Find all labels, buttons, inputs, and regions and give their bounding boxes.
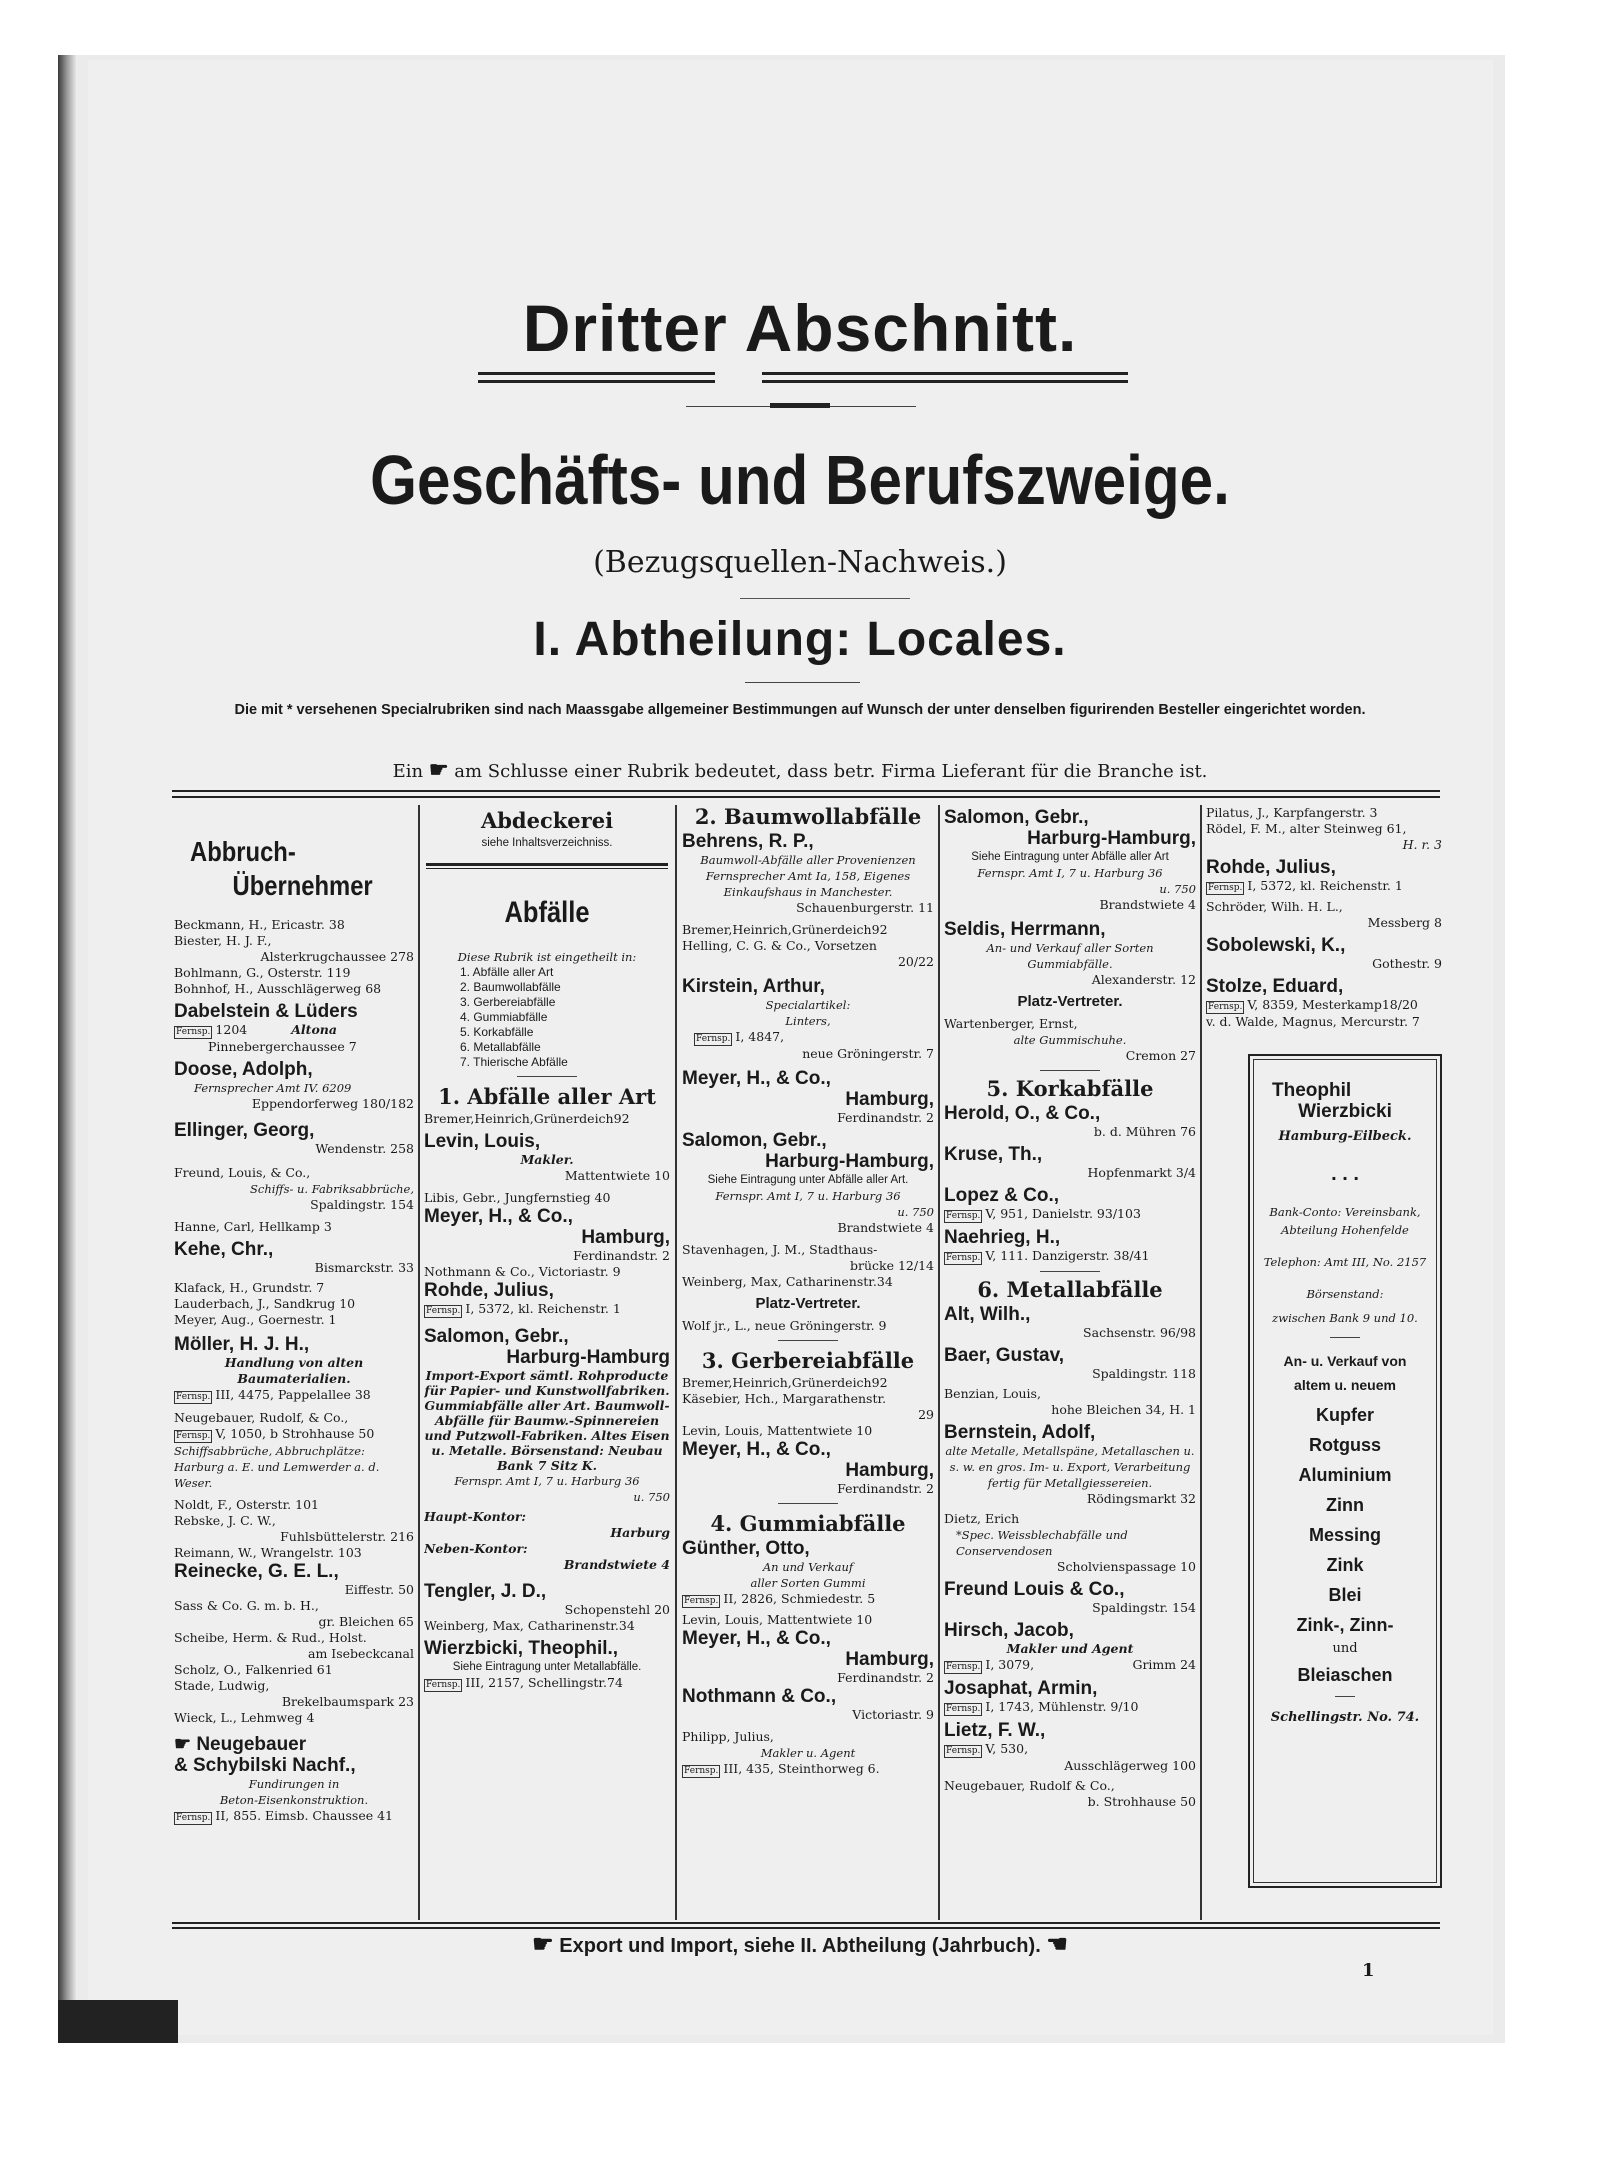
category-gerbereiabfaelle: 3. Gerbereiabfälle — [701, 1348, 915, 1373]
firm-name: Nothmann & Co., — [682, 1686, 837, 1707]
firm-name: Alt, Wilh., — [944, 1304, 1031, 1325]
category-metallabfaelle: 6. Metallabfälle — [977, 1277, 1163, 1302]
metal-item: Aluminium — [1298, 1465, 1392, 1485]
title-underline-right-2 — [762, 380, 1128, 383]
firm-name: Dabelstein & Lüders — [174, 1001, 358, 1022]
advert-address: Schellingstr. No. 74. — [1270, 1710, 1420, 1725]
title-underline-left-2 — [478, 380, 715, 383]
metal-item: Zink-, Zinn- — [1296, 1615, 1394, 1635]
subdivision-item: 4. Gummiabfälle — [460, 1010, 548, 1024]
firm-name: Baer, Gustav, — [944, 1345, 1065, 1366]
advert-bank: Bank-Conto: Vereinsbank, Abteilung Hohenfelde — [1269, 1205, 1421, 1237]
metals-list — [1250, 1406, 1440, 1634]
firm-name: ☛ Neugebauer — [174, 1734, 307, 1755]
ornament-center — [770, 403, 830, 408]
metal-item: Blei — [1328, 1585, 1362, 1605]
advert-box-wierzbicki: Theophil Wierzbicki Hamburg-Eilbeck. . . . Bank-Conto: Vereinsbank, Abteilung Hohenfelde Telephon: Amt III, No. 2157 Börsenstand: zwischen Bank 9 und 10. An- u. Verkauf von altem u. neuem Kupfer Rotguss Aluminium Zinn Messing Zink Blei Zink-, Zinn- und Bleiaschen Schellingstr. No. 74. — [1248, 1054, 1442, 1888]
column-2: Abdeckerei siehe Inhaltsverzeichniss. Abfälle Diese Rubrik ist eingetheilt in: 1. Abfälle aller Art 2. Baumwollabfälle 3. Gerbereiabfälle 4. Gummiabfälle 5. Korkabfälle 6. Metallabfälle 7. Thierische Abfälle 1. Abfälle aller Art Bremer,Heinrich,Grünerdeich92 Levin, Louis, Makler. Mattentwiete 10 Libis, Gebr., Jungfernstieg 40 Meyer, H., & Co., Hamburg, Ferdinandstr. 2 Nothmann & Co., Victoriastr. 9 Rohde, Julius, Fernsp. I, 5372, kl. Reichenstr. 1 Salomon, Gebr., Harburg-Hamburg Import-Export sämtl. Rohproducte für Papier- und Kunstwollfabriken. Gummiabfälle aller Art. Baumwoll-Abfälle für Baumw.-Spinnereien und Putzwoll-Fabriken. Altes Eisen u. Metalle. Börsenstand: Neubau Bank 7 Sitz K. Fernspr. Amt I, 7 u. Harburg 36 u. 750 Haupt-Kontor: Harburg Neben-Kontor: Brandstwiete 4 Tengler, J. D., Schopenstehl 20 Weinberg, Max, Catharinenstr.34 Wierzbicki, Theophil., Siehe Eintragung unter Metallabfälle. Fernsp. III, 2157, Schellingstr.74 — [424, 808, 670, 1690]
table-top-rule-2 — [172, 796, 1440, 798]
subdivision-item: 5. Korkabfälle — [460, 1025, 534, 1039]
legend-line — [0, 757, 1600, 783]
subdivision-item: 1. Abfälle aller Art — [460, 965, 554, 979]
advert-place: Hamburg-Eilbeck. — [1278, 1129, 1412, 1144]
firm-name: Ellinger, Georg, — [174, 1120, 315, 1141]
pointing-hand-icon: ☛ — [532, 1931, 554, 1958]
firm-name: Salomon, Gebr., — [424, 1326, 569, 1347]
footer-note — [0, 1930, 1600, 1959]
column-divider-1 — [418, 805, 420, 1920]
firm-name: Naehrieg, H., — [944, 1227, 1061, 1248]
advert-name-1: Theophil — [1272, 1080, 1352, 1101]
section-title: Dritter Abschnitt. — [522, 291, 1078, 365]
firm-name: Kirstein, Arthur, — [682, 976, 825, 997]
metal-item: Rotguss — [1309, 1435, 1381, 1455]
category-korkabfaelle: 5. Korkabfälle — [986, 1076, 1154, 1101]
column-4: Salomon, Gebr., Harburg-Hamburg, Siehe Eintragung unter Abfälle aller Art Fernspr. Amt I, 7 u. Harburg 36 u. 750 Brandstwiete 4 Seldis, Herrmann, An- und Verkauf aller Sorten Gummiabfälle. Alexanderstr. 12 Platz-Vertreter. Wartenberger, Ernst, alte Gummischuhe. Cremon 27 5. Korkabfälle Herold, O., & Co., b. d. Mühren 76 Kruse, Th., Hopfenmarkt 3/4 Lopez & Co., Fernsp. V, 951, Danielstr. 93/103 Naehrieg, H., Fernsp. V, 111. Danzigerstr. 38/41 6. Metallabfälle Alt, Wilh., Sachsenstr. 96/98 Baer, Gustav, Spaldingstr. 118 Benzian, Louis, hohe Bleichen 34, H. 1 Bernstein, Adolf, alte Metalle, Metallspäne, Metallaschen u. s. w. en gros. Im- u. Export, Verarbeitung fertig für Metallgiessereien. Rödingsmarkt 32 Dietz, Erich *Spec. Weissblechabfälle und Conservendosen Scholvienspassage 10 Freund Louis & Co., Spaldingstr. 154 Hirsch, Jacob, Makler und Agent Fernsp. I, 3079, Grimm 24 Josaphat, Armin, Fernsp. I, 1743, Mühlenstr. 9/10 Lietz, F. W., Fernsp. V, 530, Ausschlägerweg 100 Neugebauer, Rudolf & Co., b. Strohhause 50 — [944, 807, 1196, 1809]
pointing-hand-left-icon: ☚ — [1046, 1931, 1068, 1958]
category-abbruch: Abbruch- Übernehmer — [190, 836, 373, 901]
firm-name: Günther, Otto, — [682, 1538, 810, 1559]
main-title: Geschäfts- und Berufszweige. — [370, 441, 1230, 519]
firm-name: Bernstein, Adolf, — [944, 1422, 1096, 1443]
column-3: 2. Baumwollabfälle Behrens, R. P., Baumwoll-Abfälle aller Provenienzen Fernsprecher Amt Ia, 158, Eigenes Einkaufshaus in Manchester. Schauenburgerstr. 11 Bremer,Heinrich,Grünerdeich92 Helling, C. G. & Co., Vorsetzen 20/22 Kirstein, Arthur, Specialartikel: Linters, Fernsp. I, 4847, neue Gröningerstr. 7 Meyer, H., & Co., Hamburg, Ferdinandstr. 2 Salomon, Gebr., Harburg-Hamburg, Siehe Eintragung unter Abfälle aller Art. Fernspr. Amt I, 7 u. Harburg 36 u. 750 Brandstwiete 4 Stavenhagen, J. M., Stadthaus- brücke 12/14 Weinberg, Max, Catharinenstr.34 Platz-Vertreter. Wolf jr., L., neue Gröningerstr. 9 3. Gerbereiabfälle Bremer,Heinrich,Grünerdeich92 Käsebier, Hch., Margarathenstr. 29 Levin, Louis, Mattentwiete 10 Meyer, H., & Co., Hamburg, Ferdinandstr. 2 4. Gummiabfälle Günther, Otto, An und Verkauf aller Sorten Gummi Fernsp. II, 2826, Schmiedestr. 5 Levin, Louis, Mattentwiete 10 Meyer, H., & Co., Hamburg, Ferdinandstr. 2 Nothmann & Co., Victoriastr. 9 Philipp, Julius, Makler u. Agent Fernsp. III, 435, Steinthorweg 6. — [682, 805, 934, 1776]
list-item: Bohnhof, H., Ausschlägerweg 68 — [174, 981, 382, 996]
metal-item: Messing — [1308, 1525, 1382, 1545]
title-underline-left — [478, 372, 715, 375]
column-5: Pilatus, J., Karpfangerstr. 3 Rödel, F. M., alter Steinweg 61, H. r. 3 Rohde, Julius, Fernsp. I, 5372, kl. Reichenstr. 1 Schröder, Wilh. H. L., Messberg 8 Sobolewski, K., Gothestr. 9 Stolze, Eduard, Fernsp. V, 8359, Mesterkamp18/20 v. d. Walde, Magnus, Mercurstr. 7 — [1206, 805, 1442, 1029]
firm-name: Hirsch, Jacob, — [944, 1620, 1074, 1641]
firm-name: Lopez & Co., — [944, 1185, 1060, 1206]
legend-after: am Schlusse einer Rubrik bedeutet, dass betr. Firma Lieferant für die Branche ist. — [454, 761, 1208, 782]
firm-name: Seldis, Herrmann, — [944, 919, 1106, 940]
subtitle-rule — [740, 598, 910, 599]
firm-name: Meyer, H., & Co., — [682, 1628, 831, 1649]
firm-name: Wierzbicki, Theophil., — [424, 1638, 619, 1659]
division-title: I. Abtheilung: Locales. — [533, 613, 1067, 666]
advert-telephone: Telephon: Amt III, No. 2157 — [1263, 1255, 1427, 1269]
list-item: Biester, H. J. F., — [174, 933, 272, 948]
legend-before: Ein — [392, 761, 424, 782]
category-abdeckerei: Abdeckerei — [480, 808, 614, 833]
firm-name: Levin, Louis, — [424, 1131, 541, 1152]
column-1: Abbruch- Übernehmer Beckmann, H., Ericastr. 38 Biester, H. J. F., Alsterkrugchaussee 278 Bohlmann, G., Osterstr. 119 Bohnhof, H., Ausschlägerweg 68 Dabelstein & Lüders Fernsp. 1204 Altona Pinnebergerchaussee 7 Doose, Adolph, Fernsprecher Amt IV. 6209 Eppendorferweg 180/182 Ellinger, Georg, Wendenstr. 258 Freund, Louis, & Co., Schiffs- u. Fabriksabbrüche, Spaldingstr. 154 Hanne, Carl, Hellkamp 3 Kehe, Chr., Bismarckstr. 33 Klafack, H., Grundstr. 7 Lauderbach, J., Sandkrug 10 Meyer, Aug., Goernestr. 1 Möller, H. J. H., Handlung von alten Baumaterialien. Fernsp. III, 4475, Pappelallee 38 Neugebauer, Rudolf, & Co., Fernsp. V, 1050, b Strohhause 50 Schiffsabbrüche, Abbruchplätze: Harburg a. E. und Lemwerder a. d. Weser. Noldt, F., Osterstr. 101 Rebske, J. C. W., Fuhlsbüttelerstr. 216 Reimann, W., Wrangelstr. 103 Reinecke, G. E. L., Eiffestr. 50 Sass & Co. G. m. b. H., gr. Bleichen 65 Scheibe, Herm. & Rud., Holst. am Isebeckcanal Scholz, O., Falkenried 61 Stade, Ludwig, Brekelbaumspark 23 Wieck, L., Lehmweg 4 ☛ Neugebauer & Schybilski Nachf., Fundirungen in Beton-Eisenkonstruktion. Fernsp. II, 855. Eimsb. Chaussee 41 — [174, 836, 414, 1823]
firm-name: Salomon, Gebr., — [944, 807, 1089, 828]
subdivision-list — [424, 965, 670, 1070]
category-baumwollabfaelle: 2. Baumwollabfälle — [694, 805, 922, 829]
firm-name: Salomon, Gebr., — [682, 1130, 827, 1151]
platz-vertreter-heading: Platz-Vertreter. — [1017, 993, 1123, 1010]
division-rule — [745, 682, 860, 683]
list-item: Beckmann, H., Ericastr. 38 — [174, 917, 345, 932]
table-bottom-rule-2 — [172, 1927, 1440, 1929]
subdivision-item: 6. Metallabfälle — [460, 1040, 541, 1054]
list-item: Alsterkrugchaussee 278 — [260, 949, 414, 964]
firm-name: Kehe, Chr., — [174, 1239, 274, 1260]
firm-name: Herold, O., & Co., — [944, 1103, 1101, 1124]
firm-name: Freund Louis & Co., — [944, 1579, 1125, 1600]
firm-name: Rohde, Julius, — [1206, 857, 1336, 878]
footer-text: Export und Import, siehe II. Abtheilung (Jahrbuch). — [559, 1935, 1041, 1957]
category-gummiabfaelle: 4. Gummiabfälle — [710, 1511, 906, 1536]
table-bottom-rule — [172, 1922, 1440, 1924]
platz-vertreter-heading: Platz-Vertreter. — [755, 1295, 861, 1312]
firm-name: Meyer, H., & Co., — [682, 1439, 831, 1460]
firm-name: Meyer, H., & Co., — [682, 1068, 831, 1089]
subdivision-item: 3. Gerbereiabfälle — [460, 995, 556, 1009]
list-item: Bohlmann, G., Osterstr. 119 — [174, 965, 351, 980]
pointing-hand-icon: ☛ — [174, 1734, 192, 1755]
page-number: 1 — [1362, 1960, 1375, 1981]
advert-name-2: Wierzbicki — [1298, 1101, 1392, 1122]
fernsprecher-label: Fernsp. — [176, 1027, 211, 1037]
subdivision-item: 7. Thierische Abfälle — [460, 1055, 568, 1069]
metal-item: Kupfer — [1316, 1405, 1374, 1425]
pointing-hand-icon: ☛ — [428, 757, 449, 783]
metal-item: Zink — [1326, 1555, 1364, 1575]
scan-edge-shadow — [58, 2000, 178, 2043]
title-underline-right — [762, 372, 1128, 375]
firm-name: Doose, Adolph, — [174, 1059, 313, 1080]
subtitle: (Bezugsquellen-Nachweis.) — [593, 545, 1007, 580]
column-divider-2 — [675, 805, 677, 1920]
firm-name: Kruse, Th., — [944, 1144, 1043, 1165]
metal-item: Zinn — [1326, 1495, 1364, 1515]
special-note: Die mit * versehenen Specialrubriken sind nach Maassgabe allgemeiner Bestimmungen auf Wunsch der unter denselben figurirenden Besteller eingerichtet worden. — [234, 702, 1366, 718]
category-abfaelle-aller-art: 1. Abfälle aller Art — [438, 1084, 656, 1109]
column-divider-4 — [1200, 805, 1202, 1920]
firm-name: Tengler, J. D., — [424, 1581, 547, 1602]
table-top-rule — [172, 790, 1440, 792]
category-abfaelle: Abfälle — [504, 896, 590, 929]
firm-name: Reinecke, G. E. L., — [174, 1561, 339, 1582]
firm-name: Lietz, F. W., — [944, 1720, 1046, 1741]
firm-name: Josaphat, Armin, — [944, 1678, 1098, 1699]
firm-name: Sobolewski, K., — [1206, 935, 1346, 956]
firm-name: Behrens, R. P., — [682, 831, 814, 852]
column-divider-3 — [938, 805, 940, 1920]
firm-name: Rohde, Julius, — [424, 1280, 554, 1301]
firm-name: Stolze, Eduard, — [1206, 976, 1344, 997]
subdivision-item: 2. Baumwollabfälle — [460, 980, 561, 994]
firm-name: Meyer, H., & Co., — [424, 1206, 573, 1227]
firm-name: Möller, H. J. H., — [174, 1334, 310, 1355]
